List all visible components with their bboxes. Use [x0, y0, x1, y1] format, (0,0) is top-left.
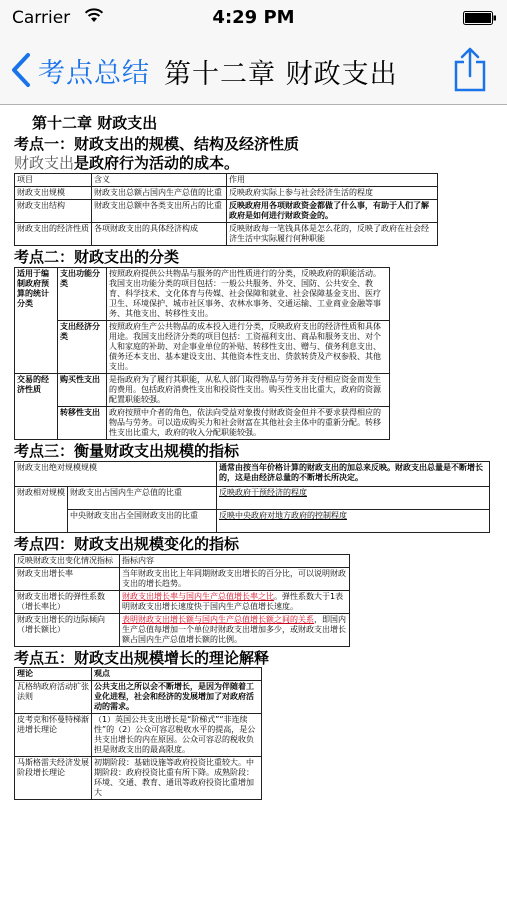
table-cell: 财政支出增长率 — [15, 567, 120, 590]
section-1-definition — [14, 154, 494, 173]
definition-term: 财政支出 — [14, 153, 75, 172]
table-row — [15, 714, 262, 757]
table-row — [15, 200, 438, 223]
table-cell: 反映政府实际上参与社会经济生活的程度 — [227, 187, 438, 200]
section-3-table — [14, 461, 490, 533]
section-5-table — [14, 667, 262, 800]
table-cell: 财政相对规模 — [15, 486, 68, 532]
table-row — [15, 567, 350, 590]
table-cell: 适用于编制政府预算的统计分类 — [15, 268, 58, 374]
table-cell: 当年财政支出比上年同期财政支出增长的百分比，可以说明财政支出的增长趋势。 — [120, 567, 350, 590]
table-header: 项目 — [15, 174, 92, 187]
table-cell: 瓦格纳政府活动扩张法则 — [15, 681, 92, 714]
table-row — [15, 407, 390, 440]
section-2-table — [14, 267, 390, 440]
table-cell — [120, 613, 350, 646]
table-cell: 中央财政支出占全国财政支出的比重 — [68, 509, 217, 532]
table-row — [15, 268, 390, 321]
chevron-left-icon — [10, 52, 32, 88]
section-1-table — [14, 173, 438, 246]
table-cell: （1）英国公共支出增长是“阶梯式”“非连续性”的（2）公众可容忍税收水平的提高，是公共支出增长的内在原因。公众可容忍的税收负担是财政支出的最高限度。 — [92, 714, 262, 757]
table-cell — [120, 590, 350, 613]
table-cell: 财政支出增长的边际倾向（增长额比） — [15, 613, 120, 646]
section-3-heading: 考点三：衡量财政支出规模的指标 — [14, 442, 240, 460]
table-header: 反映财政支出变化情况指标 — [15, 554, 120, 567]
status-bar — [0, 0, 507, 38]
table-header-row — [15, 668, 262, 681]
table-header: 含义 — [92, 174, 227, 187]
table-cell: 政府按照中介者的角色，依法向受益对象拨付财政资金但并不要求获得相应的物品与劳务。可以造成购买力和社会财富在其他社会主体中的重新分配。转移性支出比重大，政府的收入分配职能较强。 — [107, 407, 390, 440]
section-2-heading: 考点二：财政支出的分类 — [14, 248, 180, 267]
table-cell: 反映中央政府对地方政府的控制程度 — [217, 509, 490, 532]
table-cell: 财政支出的经济性质 — [15, 223, 92, 246]
table-cell: 财政支出绝对规模规模 — [15, 461, 217, 486]
table-row — [15, 486, 490, 509]
section-5-heading: 考点五：财政支出规模增长的理论解释 — [14, 648, 270, 667]
table-header-row — [15, 554, 350, 567]
back-button[interactable] — [10, 50, 150, 90]
section-4-table — [14, 554, 350, 647]
table-cell: 初期阶段：基础设施等政府投资比重较大。中期阶段：政府投资比重有所下降。成熟阶段：环境、交通、教育、通讯等政府投资比重增加大 — [92, 757, 262, 800]
highlight-text: 财政支出增长率与国内生产总值增长率之比 — [122, 591, 274, 601]
table-cell: 反映政府干预经济的程度 — [217, 486, 490, 509]
definition-text: 是政府行为活动的成本。 — [74, 153, 240, 172]
section-4-heading: 考点四：财政支出规模变化的指标 — [14, 534, 240, 553]
table-cell: 是指政府为了履行其职能，从私人部门取得物品与劳务并支付相应资金而发生的费用。包括政府消费性支出和投资性支出。购买性支出比重大，政府的资源配置职能较强。 — [107, 374, 390, 407]
cell-text: ，即国内生产总值每增加一个单位时财政支出增加多少，或财政支出增长额占国内生产总值增长额的比例。 — [122, 614, 346, 644]
table-cell: 财政支出结构 — [15, 200, 92, 223]
section-1-heading: 考点一：财政支出的规模、结构及经济性质 — [14, 134, 300, 153]
table-cell: 反映政府用各项财政资金都做了什么事，有助于人们了解政府是如何进行财政资金的。 — [227, 200, 438, 223]
battery-icon — [463, 11, 497, 25]
table-cell: 按照政府生产公共物品的成本投入进行分类，反映政府支出的经济性质和具体用途。我国支出经济分类的项目包括：工资福利支出、商品和服务支出、对个人和家庭的补助、对企事业单位的补贴、转移性支出、赠与、债务利息支出、债务还本支出、基本建设支出、其他资本性支出、贷款转贷及产权参股、其他支出。 — [107, 321, 390, 374]
table-row — [15, 223, 438, 246]
table-cell: 财政支出规模 — [15, 187, 92, 200]
table-cell: 马斯格雷夫经济发展阶段增长理论 — [15, 757, 92, 800]
table-cell: 皮考克和怀曼特梯渐进增长理论 — [15, 714, 92, 757]
back-button-label: 考点总结 — [38, 57, 150, 89]
table-cell: 财政支出占国内生产总值的比重 — [68, 486, 217, 509]
table-row — [15, 321, 390, 374]
table-cell: 财政支出总额占国内生产总值的比重 — [92, 187, 227, 200]
table-cell: 交易的经济性质 — [15, 374, 58, 440]
table-header-row — [15, 174, 438, 187]
table-header: 理论 — [15, 668, 92, 681]
page-title: 第十二章 财政支出 — [164, 59, 398, 90]
table-row — [15, 509, 490, 532]
table-cell: 财政支出总额中各类支出所占的比重 — [92, 200, 227, 223]
table-row — [15, 374, 390, 407]
table-cell: 财政支出增长的弹性系数（增长率比） — [15, 590, 120, 613]
cell-text: 。弹性系数大于1表明财政支出增长速度快于国内生产总值增长速度。 — [122, 591, 344, 611]
chapter-title: 第十二章 财政支出 — [32, 114, 158, 132]
table-row — [15, 590, 350, 613]
table-cell: 通常由按当年价格计算的财政支出的加总来反映。财政支出总量是不断增长的，这是由经济总量的不断增长所决定。 — [217, 461, 490, 486]
table-cell: 转移性支出 — [58, 407, 107, 440]
table-row — [15, 461, 490, 486]
table-header: 指标内容 — [120, 554, 350, 567]
table-cell: 各项财政支出的具体经济构成 — [92, 223, 227, 246]
navigation-bar — [0, 38, 507, 105]
table-cell: 反映财政每一笔钱具体是怎么花的，反映了政府在社会经济生活中实际履行何种职能 — [227, 223, 438, 246]
table-header: 观点 — [92, 668, 262, 681]
table-cell: 按照政府提供公共物品与服务的产出性质进行的分类，反映政府的职能活动。我国支出功能分类的项目包括：一般公共服务、外交、国防、公共安全、教育、科学技术、文化体育与传媒、社会保障和就业、社会保障基金支出、医疗卫生、环境保护、城市社区事务、农林水事务、交通运输、工业商业金融等事务、其他支出、转移性支出。 — [107, 268, 390, 321]
carrier-label: Carrier — [12, 8, 71, 28]
table-row — [15, 613, 350, 646]
table-row — [15, 187, 438, 200]
highlight-text: 表明财政支出增长额与国内生产总值增长额之间的关系 — [122, 614, 314, 624]
table-cell: 公共支出之所以会不断增长，是因为伴随着工业化进程，社会和经济的发展增加了对政府活动的需求。 — [92, 681, 262, 714]
table-cell: 支出功能分类 — [58, 268, 107, 321]
table-cell: 购买性支出 — [58, 374, 107, 407]
table-cell: 支出经济分类 — [58, 321, 107, 374]
share-icon[interactable] — [453, 46, 487, 92]
clock: 4:29 PM — [212, 7, 295, 28]
table-header: 作用 — [227, 174, 438, 187]
table-row — [15, 681, 262, 714]
table-row — [15, 757, 262, 800]
document-view — [14, 114, 494, 819]
